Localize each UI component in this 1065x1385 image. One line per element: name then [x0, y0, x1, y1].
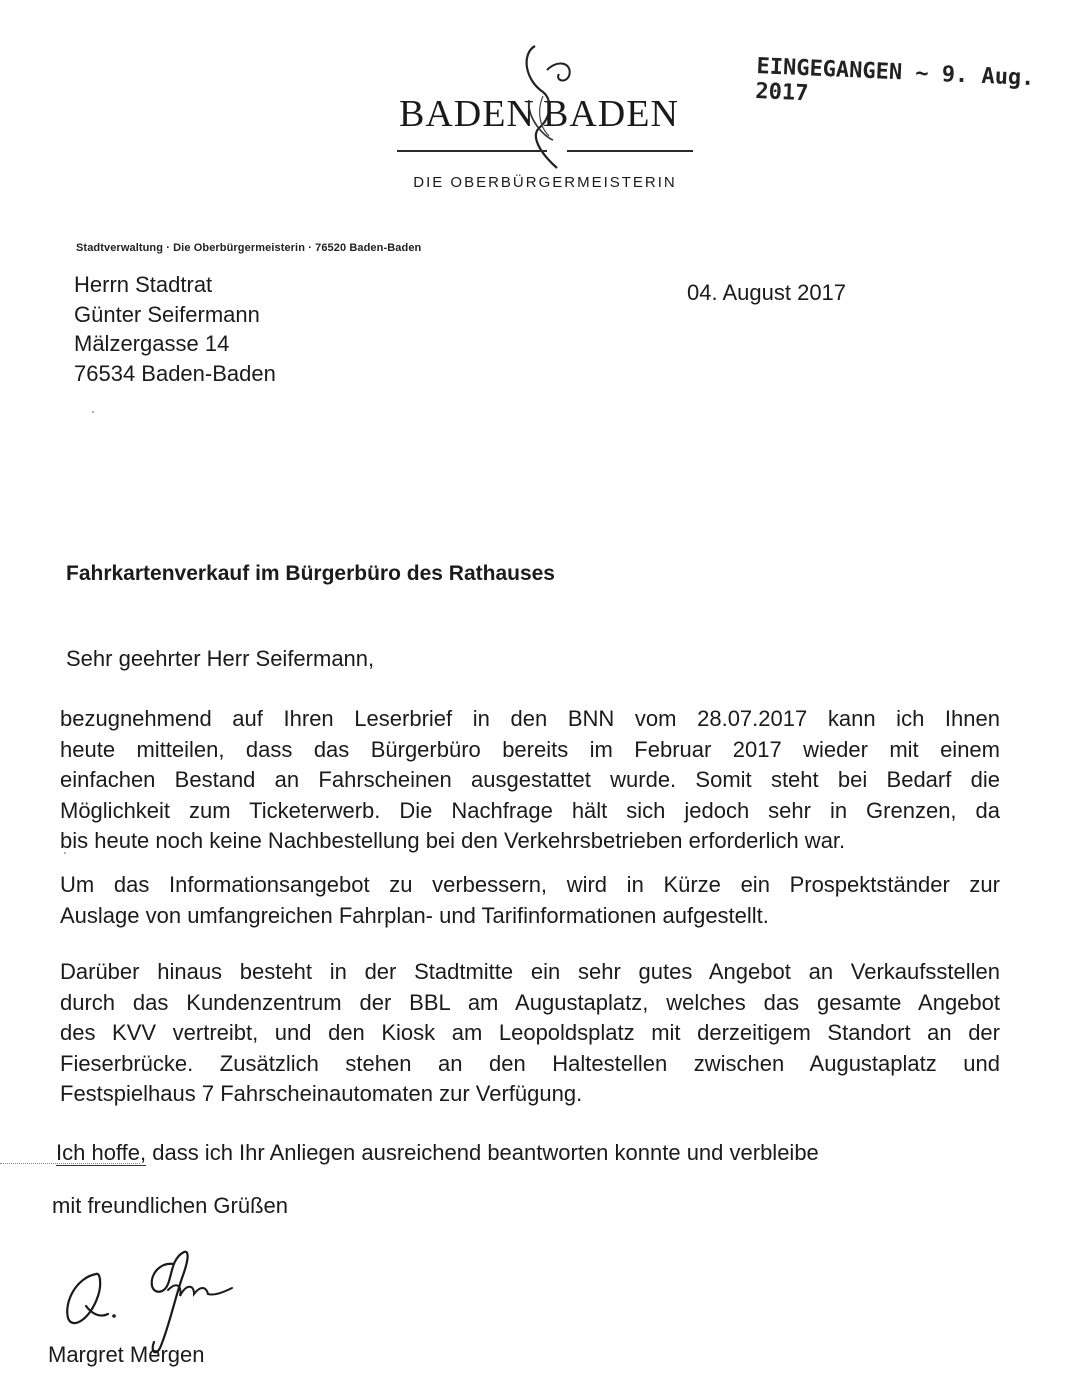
paragraph-line: einfachen Bestand an Fahrscheinen ausgestattet wurde. Somit steht bei Bedarf die — [60, 767, 1000, 792]
scan-speck — [92, 411, 94, 413]
closing-rest: dass ich Ihr Anliegen ausreichend beantworten konnte und verbleibe — [146, 1140, 819, 1165]
recipient-line: Herrn Stadtrat — [74, 272, 213, 297]
closing-sentence — [56, 1140, 819, 1166]
handwritten-signature — [56, 1244, 276, 1354]
body-paragraph — [60, 704, 1000, 857]
paragraph-line: heute mitteilen, dass das Bürgerbüro bereits im Februar 2017 wieder mit einem — [60, 736, 1000, 762]
logo-rule-right — [567, 150, 693, 152]
closing-underlined: Ich hoffe, — [56, 1140, 147, 1165]
body-paragraph — [60, 870, 1000, 931]
letterhead-logo — [395, 40, 695, 200]
paragraph-line: Möglichkeit zum Ticketerwerb. Die Nachfrage hält sich jedoch sehr in Grenzen, da — [60, 797, 1000, 823]
recipient-line: 76534 Baden-Baden — [74, 360, 276, 386]
recipient-address — [74, 270, 276, 388]
logo-rule-left — [397, 150, 547, 152]
body-paragraph — [60, 957, 1000, 1110]
received-stamp: EINGEGANGEN ~ 9. Aug. 2017 — [754, 54, 1035, 107]
logo-text-left: BADEN — [399, 93, 535, 135]
letter-subject: Fahrkartenverkauf im Bürgerbüro des Rathauses — [66, 562, 555, 585]
salutation: Sehr geehrter Herr Seifermann, — [66, 646, 375, 671]
paragraph-line: des KVV vertreibt, und den Kiosk am Leopoldsplatz mit derzeitigem Standort an der — [60, 1020, 1000, 1045]
sender-return-address: Stadtverwaltung · Die Oberbürgermeisterin · 76520 Baden-Baden — [76, 242, 422, 254]
paragraph-line: durch das Kundenzentrum der BBL am Augustaplatz, welches das gesamte Angebot — [60, 989, 1000, 1015]
paragraph-line: bezugnehmend auf Ihren Leserbrief in den BNN vom 28.07.2017 kann ich Ihnen — [60, 706, 1000, 731]
letterhead-subtitle: DIE OBERBÜRGERMEISTERIN — [413, 174, 677, 191]
signer-name: Margret Mergen — [48, 1342, 205, 1367]
greeting: mit freundlichen Grüßen — [52, 1193, 288, 1218]
paragraph-line: Um das Informationsangebot zu verbessern, wird in Kürze ein Prospektständer zur — [60, 872, 1000, 897]
paragraph-line: Festspielhaus 7 Fahrscheinautomaten zur Verfügung. — [60, 1081, 583, 1106]
recipient-line: Mälzergasse 14 — [74, 331, 230, 356]
letter-date: 04. August 2017 — [687, 280, 847, 305]
paragraph-line: bis heute noch keine Nachbestellung bei den Verkehrsbetrieben erforderlich war. — [60, 828, 846, 853]
paragraph-line: Auslage von umfangreichen Fahrplan- und Tarifinformationen aufgestellt. — [60, 902, 769, 928]
logo-text-right: BADEN — [543, 93, 679, 135]
paragraph-line: Fieserbrücke. Zusätzlich stehen an den Haltestellen zwischen Augustaplatz und — [60, 1050, 1000, 1076]
recipient-line: Günter Seifermann — [74, 301, 260, 327]
paragraph-line: Darüber hinaus besteht in der Stadtmitte ein sehr gutes Angebot an Verkaufsstellen — [60, 959, 1000, 984]
